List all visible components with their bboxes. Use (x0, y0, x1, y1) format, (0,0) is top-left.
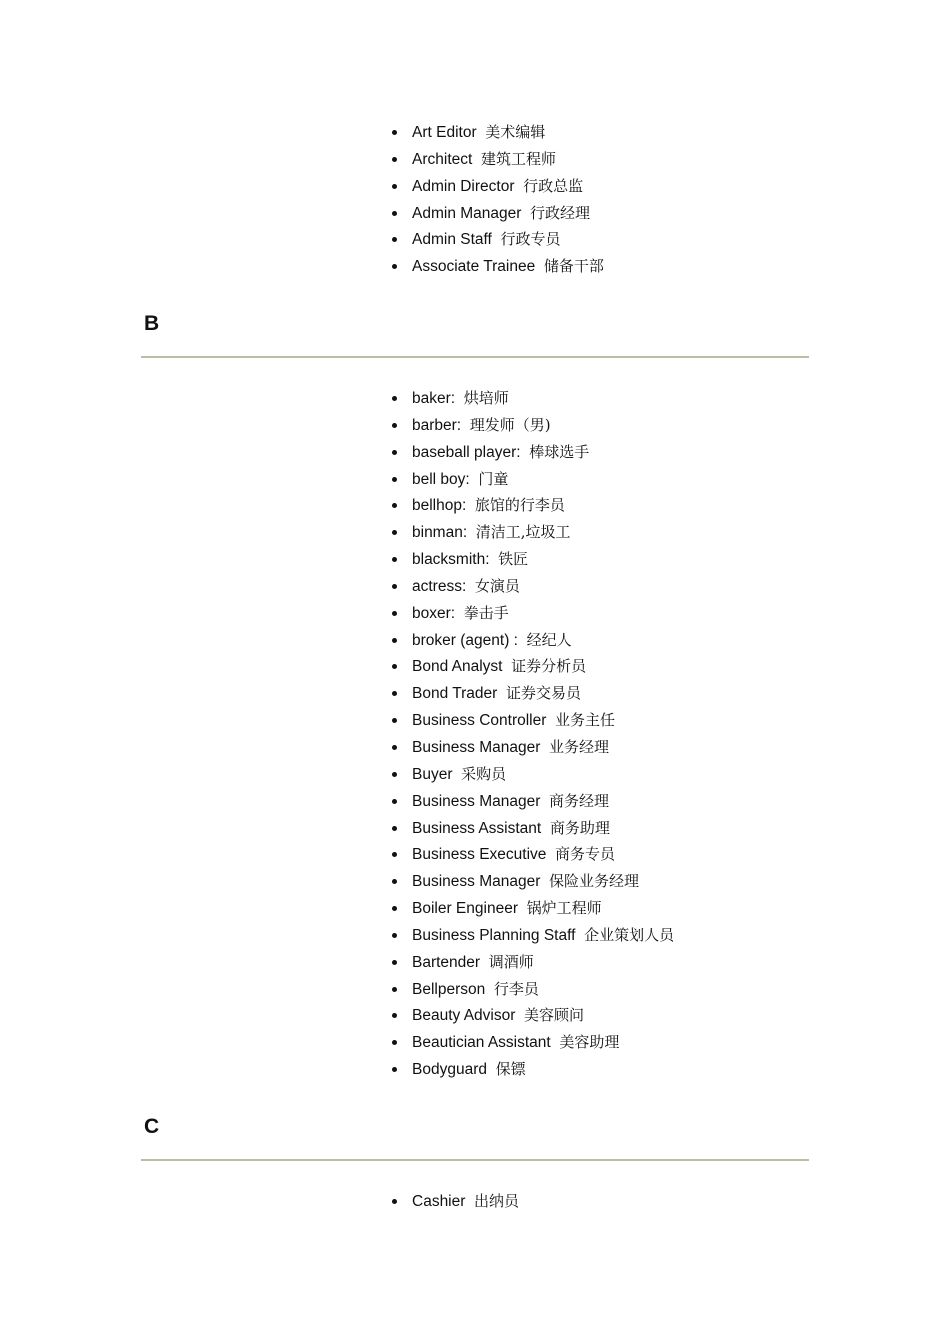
job-title-zh: 调酒师 (488, 952, 534, 971)
section-divider-b (141, 356, 809, 358)
job-title-en: blacksmith: (412, 551, 490, 569)
job-list-item (392, 439, 674, 466)
job-list-item (392, 546, 674, 573)
job-title-en: baker: (412, 390, 456, 407)
job-title-en: Beautician Assistant (412, 1034, 551, 1052)
job-title-en: Business Controller (412, 712, 547, 730)
job-list-item (392, 627, 674, 654)
job-title-en: bell boy: (412, 470, 470, 488)
job-title-zh: 旅馆的行李员 (474, 496, 565, 515)
job-title-en: Business Manager (412, 792, 541, 810)
job-title-zh: 建筑工程师 (480, 149, 556, 168)
job-title-zh: 商务助理 (549, 818, 610, 837)
job-list-item (392, 519, 674, 546)
job-title-zh: 商务专员 (555, 845, 616, 864)
section-divider-c (141, 1159, 809, 1161)
job-title-en: Business Executive (412, 846, 547, 864)
job-list-item (392, 600, 674, 627)
job-list-item (392, 385, 674, 412)
job-title-zh: 保镖 (495, 1060, 526, 1079)
job-title-en: Admin Staff (412, 231, 492, 249)
job-title-zh: 出纳员 (474, 1192, 520, 1210)
job-title-zh: 棒球选手 (529, 442, 590, 461)
job-list-item (392, 200, 604, 227)
job-title-en: Business Manager (412, 738, 541, 756)
job-list-item (392, 573, 674, 600)
job-title-en: Business Planning Staff (412, 926, 576, 944)
job-list-item (392, 253, 604, 280)
job-title-en: boxer: (412, 604, 456, 622)
job-title-zh: 储备干部 (543, 257, 604, 276)
job-title-zh: 业务主任 (555, 711, 616, 730)
job-list-item (392, 707, 674, 734)
job-title-en: actress: (412, 577, 467, 595)
job-title-en: Boiler Engineer (412, 900, 518, 918)
job-title-zh: 女演员 (474, 576, 520, 595)
section-heading-c: C (144, 1115, 160, 1138)
job-title-en: barber: (412, 416, 462, 434)
job-title-zh: 证券交易员 (505, 684, 581, 703)
job-title-en: Admin Director (412, 177, 515, 195)
job-title-zh: 锅炉工程师 (526, 899, 602, 918)
job-list-item (392, 1188, 519, 1215)
job-title-en: Associate Trainee (412, 258, 536, 276)
job-title-en: Bartender (412, 953, 481, 971)
job-title-zh: 保险业务经理 (549, 872, 640, 891)
job-list-item (392, 1056, 674, 1083)
job-list-item (392, 976, 674, 1003)
job-title-en: Art Editor (412, 124, 477, 141)
job-title-zh: 证券分析员 (511, 657, 587, 676)
job-title-en: Bellperson (412, 980, 486, 998)
job-list-item (392, 226, 604, 253)
job-title-zh: 采购员 (461, 764, 507, 783)
job-title-zh: 门童 (478, 469, 509, 488)
job-list-a (392, 119, 604, 280)
job-title-en: Bodyguard (412, 1061, 487, 1079)
job-title-en: Cashier (412, 1193, 466, 1210)
job-title-zh: 企业策划人员 (584, 925, 675, 944)
job-title-zh: 美术编辑 (485, 123, 546, 141)
job-list-item (392, 1029, 674, 1056)
job-title-en: Beauty Advisor (412, 1007, 516, 1025)
job-title-zh: 行政总监 (523, 176, 584, 195)
job-list-item (392, 412, 674, 439)
job-title-en: Business Assistant (412, 819, 542, 837)
job-list-item (392, 841, 674, 868)
job-title-en: baseball player: (412, 443, 521, 461)
job-list-item (392, 949, 674, 976)
job-title-en: Architect (412, 150, 473, 168)
job-title-en: Admin Manager (412, 204, 522, 222)
job-list-item (392, 466, 674, 493)
job-title-en: Bond Analyst (412, 658, 503, 676)
job-title-zh: 美容助理 (559, 1033, 620, 1052)
job-title-en: Bond Trader (412, 685, 498, 703)
job-title-zh: 业务经理 (549, 737, 610, 756)
job-list-item (392, 815, 674, 842)
job-title-zh: 清洁工,垃圾工 (475, 523, 571, 542)
job-title-zh: 烘培师 (463, 389, 509, 407)
job-title-zh: 拳击手 (463, 603, 509, 622)
job-title-en: broker (agent) : (412, 631, 518, 649)
job-title-en: Business Manager (412, 873, 541, 891)
job-list-item (392, 680, 674, 707)
job-title-zh: 行政专员 (500, 230, 561, 249)
job-list-item (392, 119, 604, 146)
job-title-en: Buyer (412, 765, 453, 783)
job-list-item (392, 653, 674, 680)
job-title-zh: 理发师（男) (469, 415, 551, 434)
job-title-zh: 美容顾问 (524, 1006, 585, 1025)
job-list-item (392, 1002, 674, 1029)
job-title-zh: 铁匠 (498, 550, 529, 569)
job-list-item (392, 868, 674, 895)
job-title-zh: 行李员 (493, 979, 539, 998)
job-list-item (392, 146, 604, 173)
job-title-en: bellhop: (412, 497, 467, 515)
job-list-item (392, 173, 604, 200)
section-heading-b: B (144, 312, 160, 335)
job-list-item (392, 492, 674, 519)
job-title-zh: 商务经理 (549, 791, 610, 810)
job-list-item (392, 734, 674, 761)
job-list-item (392, 761, 674, 788)
job-list-item (392, 922, 674, 949)
job-list-b (392, 385, 674, 1083)
job-title-en: binman: (412, 524, 468, 542)
job-list-item (392, 788, 674, 815)
job-title-zh: 行政经理 (530, 203, 591, 222)
job-list-item (392, 895, 674, 922)
job-title-zh: 经纪人 (526, 630, 572, 649)
job-list-c (392, 1188, 519, 1215)
